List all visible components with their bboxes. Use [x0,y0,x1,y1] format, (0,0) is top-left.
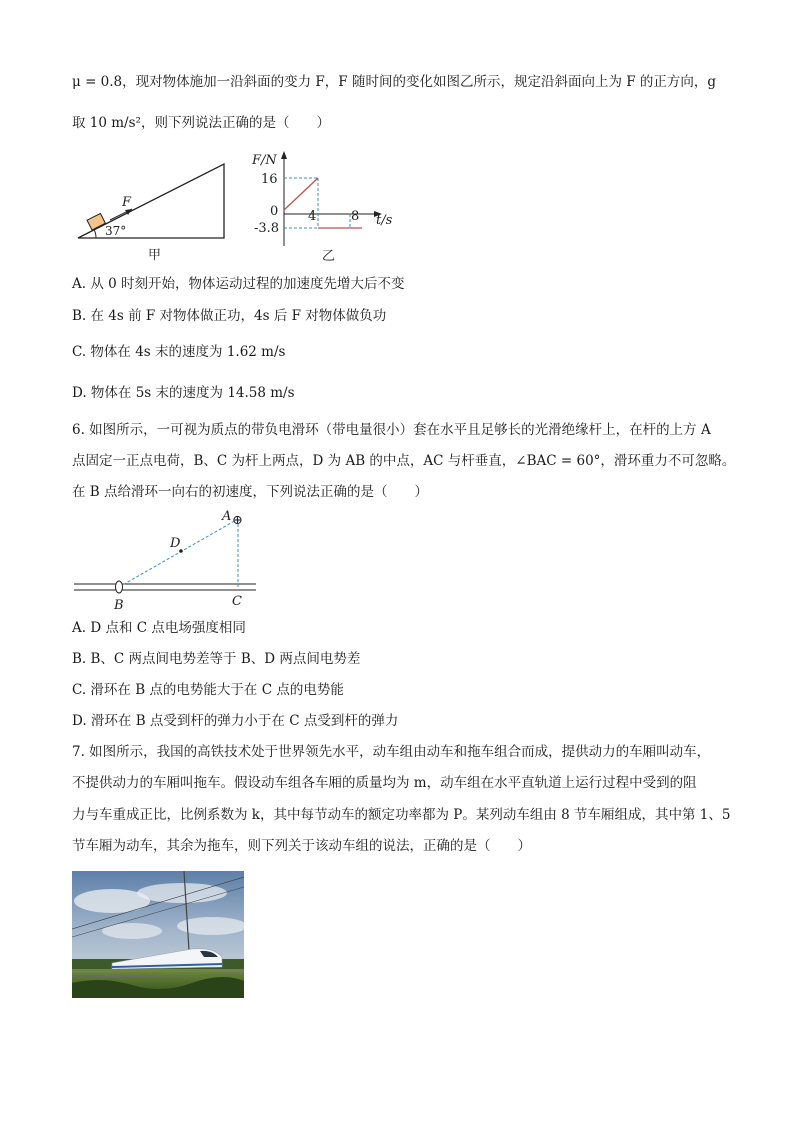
y-axis-label: F/N [252,153,277,168]
x-axis-label: t/s [376,213,393,228]
force-time-graph [250,148,400,266]
origin-label: 0 [270,204,279,219]
q7-stem-line1: 7. 如图所示，我国的高铁技术处于世界领先水平，动车组由动车和拖车组合而成，提供动力的车厢叫动车， [72,744,711,760]
label-c: C [232,594,242,609]
q5-option-b: B. 在 4s 前 F 对物体做正功，4s 后 F 对物体做负功 [72,308,387,324]
jia-caption: 甲 [148,248,162,263]
q6-option-c: C. 滑环在 B 点的电势能大于在 C 点的电势能 [72,682,344,698]
angle-label: 37° [105,224,127,238]
x-tick-8: 8 [351,209,360,224]
force-label: F [122,195,132,210]
q7-stem-line3: 力与车重成正比，比例系数为 k，其中每节动车的额定功率都为 P。某列动车组由 8 节车厢组成，其中第 1、5 [72,807,731,823]
label-d: D [170,536,181,551]
q5-option-d: D. 物体在 5s 末的速度为 14.58 m/s [72,385,295,401]
q6-option-a: A. D 点和 C 点电场强度相同 [72,620,246,636]
q6-option-d: D. 滑环在 B 点受到杆的弹力小于在 C 点受到杆的弹力 [72,713,399,729]
q6-stem-line3: 在 B 点给滑环一向右的初速度，下列说法正确的是（ ） [72,484,429,500]
q7-stem-line4: 节车厢为动车，其余为拖车，则下列关于该动车组的说法，正确的是（ ） [72,838,531,854]
q5-option-c: C. 物体在 4s 末的速度为 1.62 m/s [72,344,286,360]
block [87,213,105,230]
high-speed-train-photo [72,871,244,998]
y-tick-16: 16 [261,172,278,187]
q5-stem-line1: μ = 0.8，现对物体施加一沿斜面的变力 F，F 随时间的变化如图乙所示，规定沿斜面向上为 F 的正方向，g [72,74,717,90]
q6-stem-line1: 6. 如图所示，一可视为质点的带负电滑环（带电量很小）套在水平且足够长的光滑绝缘杆上，在杆的上方 A [72,422,711,438]
q5-stem-line2: 取 10 m/s²，则下列说法正确的是（ ） [72,115,330,131]
q7-stem-line2: 不提供动力的车厢叫拖车。假设动车组各车厢的质量均为 m，动车组在水平直轨道上运行过程中受到的阻 [72,775,697,791]
incline-figure [72,158,237,263]
positive-charge-icon: ⊕ [232,513,243,528]
rod-charge-figure [72,505,272,615]
label-b: B [114,598,124,613]
label-a: A [222,509,232,524]
q6-stem-line2: 点固定一正点电荷，B、C 为杆上两点，D 为 AB 的中点，AC 与杆垂直，∠BAC = 60°，滑环重力不可忽略。 [72,453,736,469]
q5-option-a: A. 从 0 时刻开始，物体运动过程的加速度先增大后不变 [72,276,405,292]
q6-option-b: B. B、C 两点间电势差等于 B、D 两点间电势差 [72,651,361,667]
y-tick-neg: -3.8 [254,221,280,236]
x-tick-4: 4 [308,209,317,224]
yi-caption: 乙 [322,249,336,264]
